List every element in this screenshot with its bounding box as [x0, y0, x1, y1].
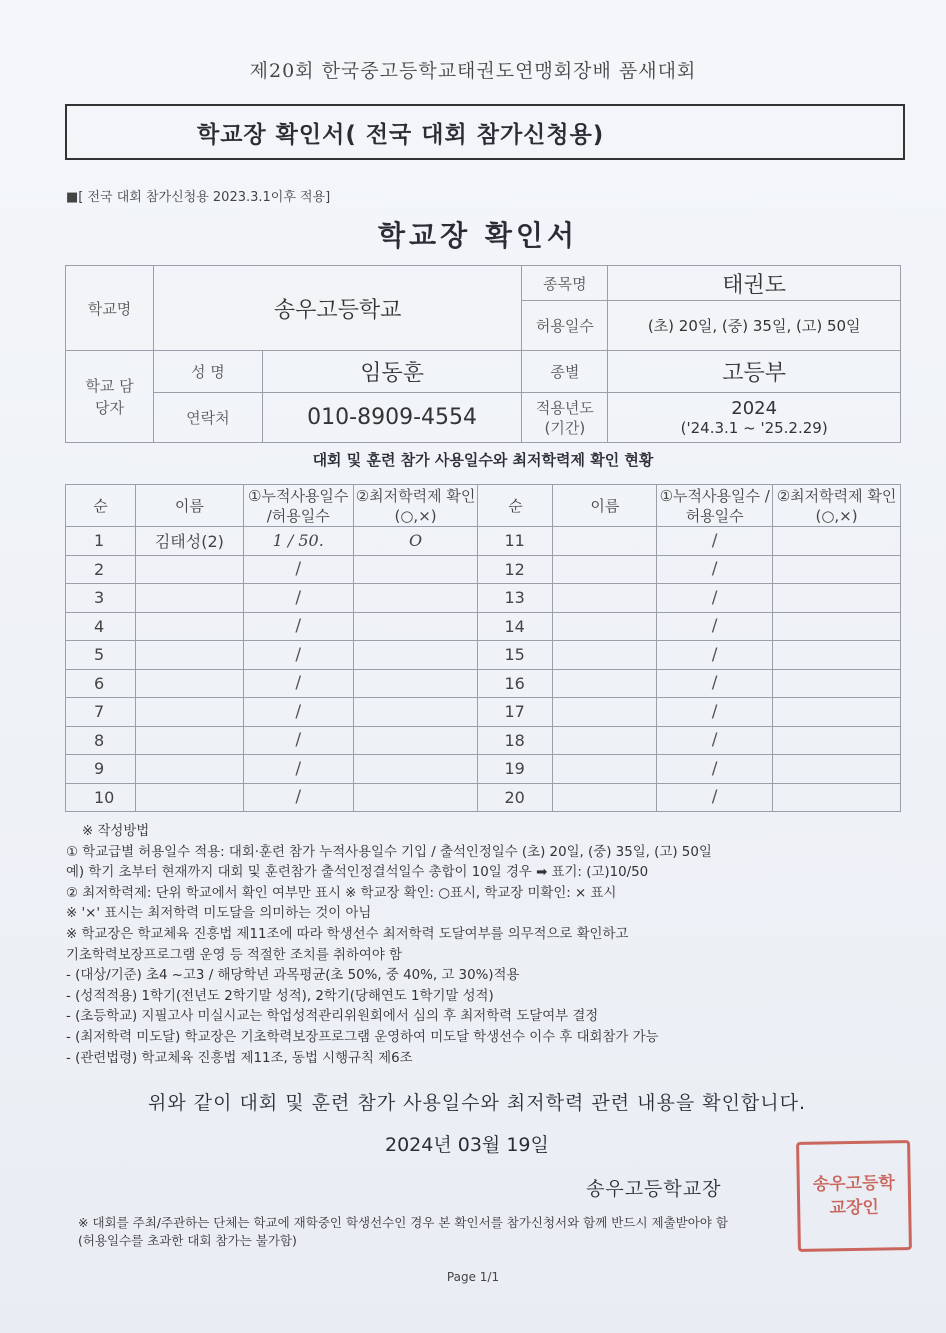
- school-info-table: [65, 265, 901, 443]
- cell-days: 1 / 50.: [243, 527, 353, 556]
- cell-name: [135, 612, 243, 641]
- year-period: ('24.3.1 ~ '25.2.29): [680, 419, 828, 437]
- applicability-note: ■[ 전국 대회 참가신청용 2023.3.1이후 적용]: [66, 190, 331, 205]
- cell-no: 13: [478, 584, 553, 613]
- cell-min: [353, 641, 478, 670]
- instruction-line: ※ '×' 표시는 최저학력 미도달을 의미하는 것이 아님: [66, 906, 372, 922]
- footnote-line: (허용일수를 초과한 대회 참가는 불가함): [78, 1233, 297, 1248]
- cell-no: 5: [66, 641, 136, 670]
- cell-days: /: [657, 641, 773, 670]
- header-no: 순: [66, 485, 136, 527]
- instruction-line: - (성적적용) 1학기(전년도 2학기말 성적), 2학기(당해연도 1학기말 성적): [66, 988, 494, 1004]
- instruction-line: ※ 학교장은 학교체육 진흥법 제11조에 따라 학생선수 최저학력 도달여부를 의무적으로 확인하고: [66, 926, 629, 942]
- cell-no: 9: [66, 755, 136, 784]
- cell-days: /: [657, 726, 773, 755]
- footnote-line: ※ 대회를 주최/주관하는 단체는 학교에 재학중인 학생선수인 경우 본 확인서를 참가신청서와 함께 반드시 제출받아야 함: [78, 1215, 728, 1230]
- table-row: [66, 612, 901, 641]
- confirmation-statement: 위와 같이 대회 및 훈련 참가 사용일수와 최저학력 관련 내용을 확인합니다.: [147, 1092, 807, 1114]
- contact-name-value: 임동훈: [262, 351, 522, 393]
- principal-name: 송우고등학교장: [586, 1178, 722, 1200]
- cell-min: [773, 527, 901, 556]
- contact-person-label: 학교 담당자: [66, 351, 154, 443]
- cell-name: [553, 555, 657, 584]
- cell-name: [135, 584, 243, 613]
- cell-min: [353, 612, 478, 641]
- header-min: ②최저학력제 확인(○,×): [773, 485, 901, 527]
- header-box-title: 학교장 확인서( 전국 대회 참가신청용): [197, 121, 605, 148]
- usage-days-table: [65, 484, 901, 812]
- cell-days: /: [657, 755, 773, 784]
- cell-name: [553, 726, 657, 755]
- header-days: ①누적사용일수 /허용일수: [243, 485, 353, 527]
- cell-min: [773, 584, 901, 613]
- cell-days: /: [243, 755, 353, 784]
- cell-min: [353, 584, 478, 613]
- cell-name: [135, 755, 243, 784]
- cell-days: /: [243, 726, 353, 755]
- cell-no: 6: [66, 669, 136, 698]
- cell-name: [553, 755, 657, 784]
- cell-name: [553, 783, 657, 812]
- header-name: 이름: [553, 485, 657, 527]
- instruction-line: - (최저학력 미도달) 학교장은 기초학력보장프로그램 운영하여 미도달 학생선수 이수 후 대회참가 가능: [66, 1029, 659, 1045]
- header-min: ②최저학력제 확인(○,×): [353, 485, 478, 527]
- cell-name: [553, 641, 657, 670]
- table-row: [66, 698, 901, 727]
- cell-days: /: [657, 555, 773, 584]
- allowed-days-label: 허용일수: [522, 301, 608, 351]
- cell-min: [773, 555, 901, 584]
- cell-days: /: [243, 698, 353, 727]
- cell-no: 17: [478, 698, 553, 727]
- year-label: 적용년도 (기간): [522, 393, 608, 443]
- footnote: [78, 1214, 728, 1250]
- instruction-line: - (초등학교) 지필고사 미실시교는 학업성적관리위원회에서 심의 후 최저학력 도달여부 결정: [66, 1009, 599, 1025]
- cell-min: [353, 726, 478, 755]
- cell-name: [135, 698, 243, 727]
- table-row: [66, 669, 901, 698]
- table-row: [66, 755, 901, 784]
- header-name: 이름: [135, 485, 243, 527]
- cell-days: /: [657, 527, 773, 556]
- header-no: 순: [478, 485, 553, 527]
- page-number: Page 1/1: [446, 1270, 500, 1284]
- section-title: 대회 및 훈련 참가 사용일수와 최저학력제 확인 현황: [312, 451, 654, 469]
- cell-min: [773, 783, 901, 812]
- cell-no: 8: [66, 726, 136, 755]
- table-row: [66, 726, 901, 755]
- cell-no: 16: [478, 669, 553, 698]
- instruction-line: ② 최저학력제: 단위 학교에서 확인 여부만 표시 ※ 학교장 확인: ○표시, 학교장 미확인: × 표시: [66, 885, 617, 901]
- cell-min: [353, 555, 478, 584]
- cell-name: [553, 612, 657, 641]
- header-box: [65, 104, 905, 160]
- table-row: [66, 527, 901, 556]
- cell-min: [353, 669, 478, 698]
- cell-no: 3: [66, 584, 136, 613]
- cell-days: /: [243, 555, 353, 584]
- instruction-line: 기초학력보장프로그램 운영 등 적절한 조치를 취하여야 함: [66, 947, 402, 963]
- instructions-block: [66, 822, 906, 1069]
- cell-name: [135, 783, 243, 812]
- cell-name: [135, 641, 243, 670]
- cell-no: 12: [478, 555, 553, 584]
- year-value: 2024: [731, 398, 778, 419]
- allowed-days-value: (초) 20일, (중) 35일, (고) 50일: [608, 301, 901, 351]
- phone-value: 010-8909-4554: [262, 393, 522, 443]
- cell-no: 7: [66, 698, 136, 727]
- instruction-line: - (대상/기준) 초4 ~고3 / 해당학년 과목평균(초 50%, 중 40%, 고 30%)적용: [66, 968, 520, 984]
- year-cell: [608, 393, 901, 443]
- school-name-label: 학교명: [66, 266, 154, 351]
- cell-no: 18: [478, 726, 553, 755]
- instruction-line: ※ 작성방법: [82, 824, 150, 839]
- cell-no: 10: [66, 783, 136, 812]
- table-row: [66, 783, 901, 812]
- cell-name: [135, 555, 243, 584]
- cell-no: 14: [478, 612, 553, 641]
- cell-name: [553, 698, 657, 727]
- cell-days: /: [657, 783, 773, 812]
- document-title: 학교장 확인서: [377, 219, 579, 252]
- cell-min: O: [353, 527, 478, 556]
- cell-name: 김태성(2): [135, 527, 243, 556]
- event-label: 종목명: [522, 266, 608, 301]
- instruction-line: ① 학교급별 허용일수 적용: 대회·훈련 참가 누적사용일수 기입 / 출석인정일수 (초) 20일, (중) 35일, (고) 50일: [66, 844, 712, 860]
- school-name-value: 송우고등학교: [153, 266, 522, 351]
- cell-no: 1: [66, 527, 136, 556]
- cell-days: /: [243, 641, 353, 670]
- cell-min: [773, 726, 901, 755]
- cell-no: 20: [478, 783, 553, 812]
- cell-name: [553, 584, 657, 613]
- instruction-line: 예) 학기 초부터 현재까지 대회 및 훈련참가 출석인정결석일수 총합이 10일 경우 ➡ 표기: (고)10/50: [66, 865, 649, 881]
- cell-days: /: [243, 584, 353, 613]
- table-row: [66, 584, 901, 613]
- cell-no: 4: [66, 612, 136, 641]
- signature-date: 2024년 03월 19일: [385, 1134, 549, 1156]
- cell-min: [353, 783, 478, 812]
- table-row: [66, 641, 901, 670]
- cell-days: /: [657, 612, 773, 641]
- official-seal: 송우고등학교장인: [796, 1140, 912, 1252]
- division-label: 종별: [522, 351, 608, 393]
- cell-min: [773, 641, 901, 670]
- cell-name: [553, 527, 657, 556]
- cell-min: [773, 755, 901, 784]
- cell-days: /: [243, 612, 353, 641]
- cell-min: [773, 669, 901, 698]
- cell-days: /: [657, 669, 773, 698]
- cell-no: 11: [478, 527, 553, 556]
- cell-days: /: [657, 584, 773, 613]
- cell-days: /: [243, 669, 353, 698]
- cell-min: [773, 612, 901, 641]
- cell-min: [353, 698, 478, 727]
- cell-name: [135, 726, 243, 755]
- instruction-line: - (관련법령) 학교체육 진흥법 제11조, 동법 시행규칙 제6조: [66, 1050, 413, 1066]
- cell-no: 15: [478, 641, 553, 670]
- event-title: 제20회 한국중고등학교태권도연맹회장배 품새대회: [249, 60, 697, 82]
- cell-min: [353, 755, 478, 784]
- table-row: [66, 555, 901, 584]
- cell-days: /: [657, 698, 773, 727]
- cell-no: 2: [66, 555, 136, 584]
- cell-no: 19: [478, 755, 553, 784]
- cell-days: /: [243, 783, 353, 812]
- name-label: 성 명: [153, 351, 262, 393]
- phone-label: 연락처: [153, 393, 262, 443]
- division-value: 고등부: [608, 351, 901, 393]
- cell-name: [553, 669, 657, 698]
- cell-name: [135, 669, 243, 698]
- header-days: ①누적사용일수 /허용일수: [657, 485, 773, 527]
- table-header-row: [66, 485, 901, 527]
- cell-min: [773, 698, 901, 727]
- event-value: 태권도: [608, 266, 901, 301]
